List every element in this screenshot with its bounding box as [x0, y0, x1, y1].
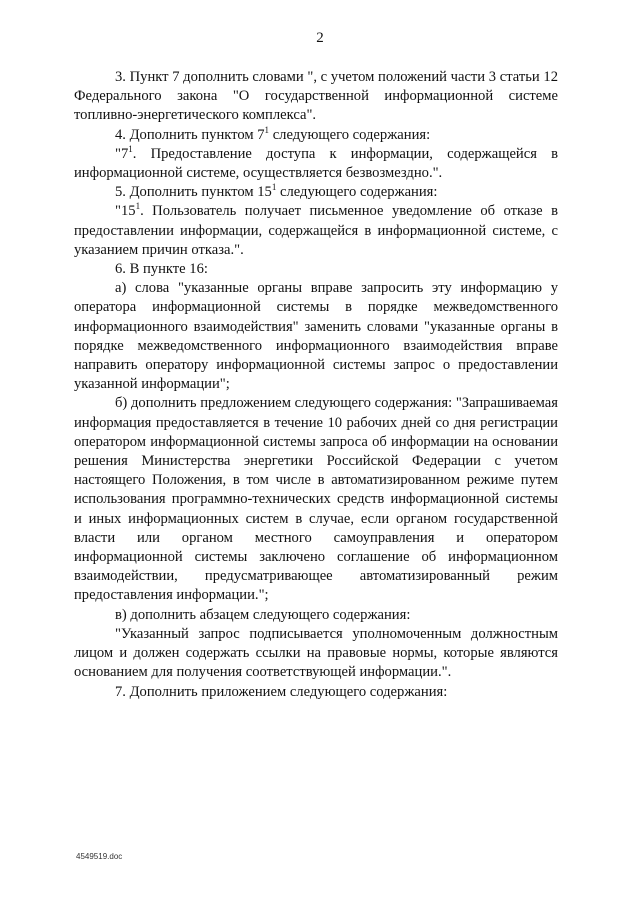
superscript-marker: 1: [135, 201, 141, 212]
superscript-marker: 1: [128, 143, 133, 154]
paragraph-item-5: [74, 183, 558, 202]
paragraph-text: 4. Дополнить пунктом 7: [115, 126, 265, 143]
paragraph-item-4: [74, 126, 558, 145]
paragraph-item-3: 3. Пункт 7 дополнить словами ", с учетом положений части 3 статьи 12 Федерального закона "О государственной информационной системе топливно-энергетического комплекса".: [74, 69, 558, 124]
paragraph-text: "15: [115, 203, 136, 220]
superscript-marker: 1: [264, 124, 270, 135]
paragraph-item-6: 6. В пункте 16:: [115, 261, 208, 278]
paragraph-text: следующего содержания:: [269, 126, 431, 143]
paragraph-subitem-b: б) дополнить предложением следующего содержания: "Запрашиваемая информация предоставляется в течение 10 рабочих дней со дня регистрации оператором информационной системы запроса об информации на основании решения Министерства энергетики Российской Федерации с учетом настоящего Положения, в том числе в автоматизированном режиме путем использования программно-технических средств информационной системы и иных информационных систем в случае, если органом государственной власти или органом местного самоуправления и оператором информационной системы заключено соглашение об информационном взаимодействии, предусматривающее автоматизированный режим предоставления информации.";: [74, 395, 558, 604]
paragraph-subitem-v: в) дополнить абзацем следующего содержания:: [115, 606, 411, 623]
superscript-marker: 1: [271, 182, 277, 193]
paragraph-text: следующего содержания:: [276, 184, 438, 201]
paragraph-subitem-a: а) слова "указанные органы вправе запросить эту информацию у оператора информационной системы в порядке межведомственного информационного взаимодействия" заменить словами "указанные органы в порядке межведомственного информационного взаимодействия вправе направить оператору информационной системы запрос о предоставлении указанной информации";: [74, 280, 558, 393]
footer-filename: 4549519.doc: [76, 852, 123, 861]
paragraph-quote-15-1: [74, 202, 558, 260]
paragraph-quote-request: "Указанный запрос подписывается уполномоченным должностным лицом и должен содержать ссылки на правовые нормы, которые являются основанием для получения соответствующей информации.".: [74, 625, 558, 681]
document-body: [74, 68, 558, 702]
paragraph-text: "7: [115, 145, 129, 162]
page-number: 2: [316, 30, 324, 46]
paragraph-text: 5. Дополнить пунктом 15: [115, 184, 272, 201]
paragraph-text: . Пользователь получает письменное уведомление об отказе в предоставлении информации, содержащейся в информационной системе, с указанием причин отказа.".: [74, 203, 558, 258]
paragraph-text: . Предоставление доступа к информации, содержащейся в информационной системе, осуществляется безвозмездно.".: [74, 145, 558, 182]
paragraph-quote-7-1: [74, 145, 558, 183]
paragraph-item-7: 7. Дополнить приложением следующего содержания:: [115, 683, 448, 700]
